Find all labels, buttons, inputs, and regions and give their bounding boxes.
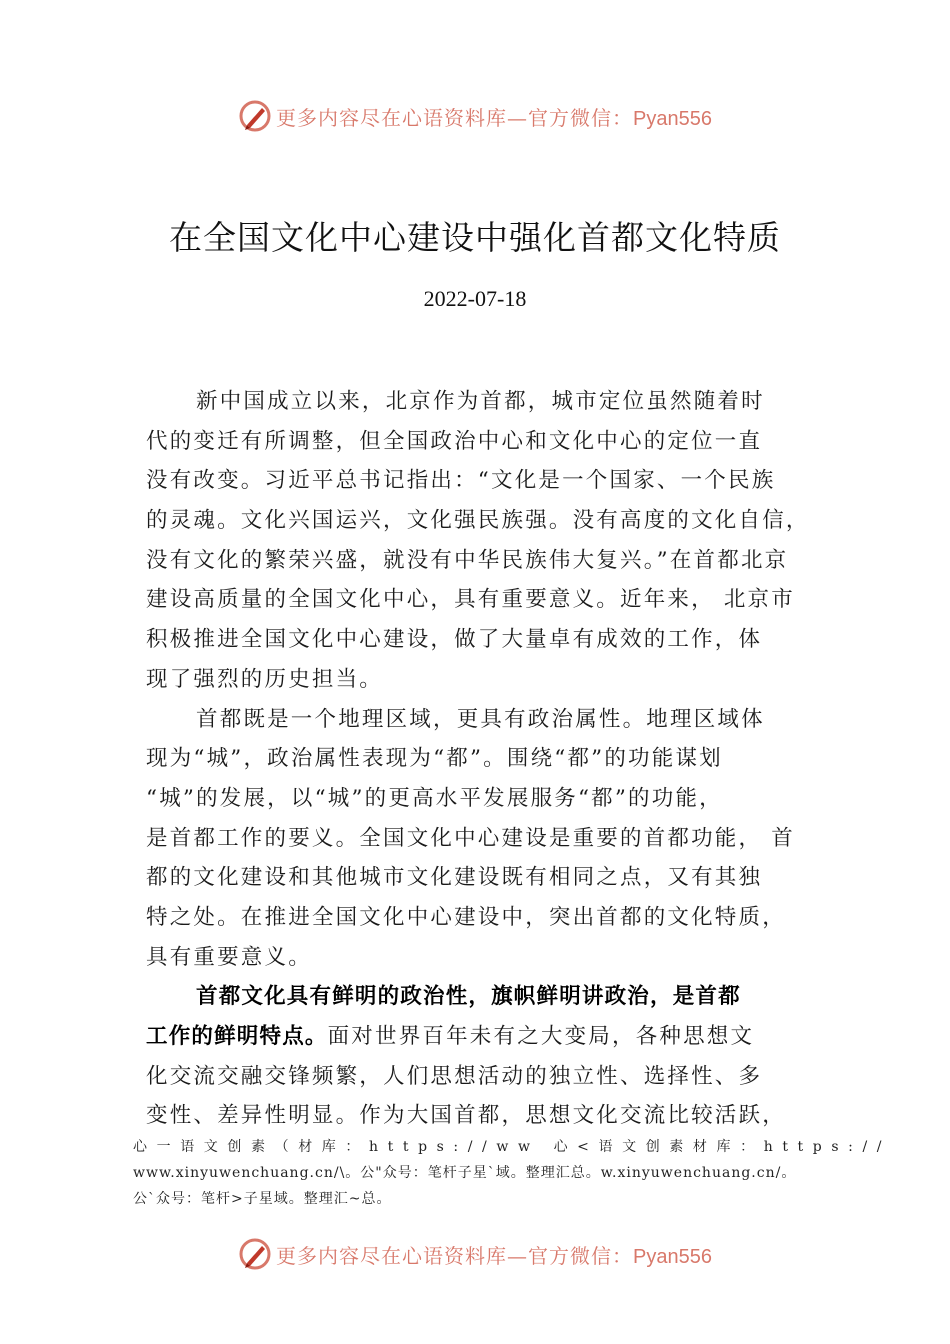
text-line: 现了强烈的历史担当。 xyxy=(146,666,384,692)
pen-logo-icon xyxy=(238,99,272,133)
banner-text xyxy=(276,102,712,131)
text-span: 面对世界百年未有之大变局，各种思想文 xyxy=(327,1024,755,1049)
header-banner xyxy=(0,96,950,136)
banner-handle: Pyan556 xyxy=(633,1245,712,1268)
text-line: 都的文化建设和其他城市文化建设既有相同之点，又有其独 xyxy=(146,865,763,891)
article-body xyxy=(146,382,836,1136)
text-line: 建设高质量的全国文化中心，具有重要意义。近年来， 北京市 xyxy=(146,587,795,613)
publish-date: 2022-07-18 xyxy=(423,286,527,311)
banner-label: 更多内容尽在心语资料库—官方微信： xyxy=(276,105,634,130)
text-line: 变性、差异性明显。作为大国首都，思想文化交流比较活跃， xyxy=(146,1103,786,1129)
footer-banner xyxy=(0,1234,950,1274)
text-line: 积极推进全国文化中心建设，做了大量卓有成效的工作，体 xyxy=(146,627,763,653)
banner-text xyxy=(276,1240,712,1269)
text-line: 新中国成立以来，北京作为首都，城市定位虽然随着时 xyxy=(196,389,765,414)
text-line: 特之处。在推进全国文化中心建设中，突出首都的文化特质， xyxy=(146,904,786,930)
banner-label: 更多内容尽在心语资料库—官方微信： xyxy=(276,1243,634,1268)
page-title: 在全国文化中心建设中强化首都文化特质 xyxy=(169,218,781,257)
bold-lead: 首都文化具有鲜明的政治性，旗帜鲜明讲政治，是首都 xyxy=(196,984,741,1010)
pen-logo-icon xyxy=(238,1237,272,1271)
text-line: 代的变迁有所调整，但全国政治中心和文化中心的定位一直 xyxy=(146,428,763,454)
bold-lead: 工作的鲜明特点。 xyxy=(146,1024,328,1049)
footnote-line: 心一语文创素（材库：https://ww 心<语文创素材库：https:// xyxy=(133,1139,892,1155)
text-line: “城”的发展，以“城”的更高水平发展服务“都”的功能， xyxy=(146,785,723,811)
banner-handle: Pyan556 xyxy=(633,107,712,130)
text-line: 是首都工作的要义。全国文化中心建设是重要的首都功能， 首 xyxy=(146,825,795,851)
footnote xyxy=(133,1134,892,1212)
footnote-line: www.xinyuwenchuang.cn/\。公"众号：笔杆子星`域。整理汇总。w.xinyuwenchuang.cn/。 xyxy=(133,1165,797,1181)
text-line: 现为“城”，政治属性表现为“都”。围绕“都”的功能谋划 xyxy=(146,746,723,772)
text-line: 化交流交融交锋频繁，人们思想活动的独立性、选择性、多 xyxy=(146,1063,763,1089)
text-line: 具有重要意义。 xyxy=(146,944,312,970)
text-line: 的灵魂。文化兴国运兴，文化强民族强。没有高度的文化自信， xyxy=(146,508,810,534)
text-line xyxy=(146,977,836,1017)
text-line: 没有文化的繁荣兴盛，就没有中华民族伟大复兴。”在首都北京 xyxy=(146,547,789,573)
text-line: 首都既是一个地理区域，更具有政治属性。地理区域体 xyxy=(196,706,765,732)
text-line: 没有改变。习近平总书记指出：“文化是一个国家、一个民族 xyxy=(146,468,776,494)
text-line xyxy=(146,1017,836,1057)
footnote-line: 公`众号：笔杆>子星域。整理汇~总。 xyxy=(133,1191,392,1207)
